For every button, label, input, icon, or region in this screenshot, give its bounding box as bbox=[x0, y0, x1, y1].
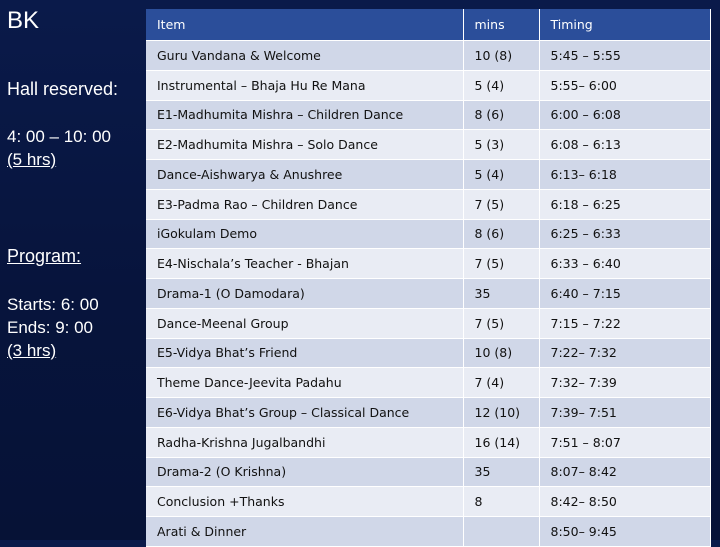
table-row bbox=[146, 70, 710, 100]
row-timing-cell: 6:33 – 6:40 bbox=[539, 249, 710, 279]
row-mins-cell: 7 (5) bbox=[463, 308, 539, 338]
header-mins: mins bbox=[463, 9, 539, 41]
row-mins-cell bbox=[463, 517, 539, 547]
row-item-cell: Drama-1 (O Damodara) bbox=[146, 279, 463, 309]
row-mins-cell: 8 (6) bbox=[463, 100, 539, 130]
program-start: Starts: 6: 00 bbox=[7, 295, 99, 314]
row-timing-cell: 8:50– 9:45 bbox=[539, 517, 710, 547]
row-timing-cell: 7:15 – 7:22 bbox=[539, 308, 710, 338]
table-row bbox=[146, 279, 710, 309]
row-item-cell: E6-Vidya Bhat’s Group – Classical Dance bbox=[146, 398, 463, 428]
table-row bbox=[146, 160, 710, 190]
table-row bbox=[146, 130, 710, 160]
row-mins-cell: 7 (5) bbox=[463, 249, 539, 279]
row-timing-cell: 8:07– 8:42 bbox=[539, 457, 710, 487]
row-mins-cell: 35 bbox=[463, 457, 539, 487]
row-mins-cell: 35 bbox=[463, 279, 539, 309]
row-mins-cell: 5 (4) bbox=[463, 160, 539, 190]
table-row bbox=[146, 398, 710, 428]
row-item-cell: E1-Madhumita Mishra – Children Dance bbox=[146, 100, 463, 130]
table-row bbox=[146, 219, 710, 249]
table-row bbox=[146, 517, 710, 547]
row-item-cell: Guru Vandana & Welcome bbox=[146, 41, 463, 71]
hall-time-range: 4: 00 – 10: 00 bbox=[7, 127, 111, 146]
row-item-cell: Drama-2 (O Krishna) bbox=[146, 457, 463, 487]
header-item: Item bbox=[146, 9, 463, 41]
table-row bbox=[146, 487, 710, 517]
table-row bbox=[146, 189, 710, 219]
row-item-cell: E2-Madhumita Mishra – Solo Dance bbox=[146, 130, 463, 160]
row-item-cell: Arati & Dinner bbox=[146, 517, 463, 547]
row-item-cell: Dance-Aishwarya & Anushree bbox=[146, 160, 463, 190]
hall-reserved-label: Hall reserved: bbox=[7, 79, 119, 99]
row-mins-cell: 5 (4) bbox=[463, 70, 539, 100]
row-item-cell: Conclusion +Thanks bbox=[146, 487, 463, 517]
program-duration: (3 hrs) bbox=[7, 341, 57, 360]
row-timing-cell: 6:00 – 6:08 bbox=[539, 100, 710, 130]
row-item-cell: E3-Padma Rao – Children Dance bbox=[146, 189, 463, 219]
row-item-cell: Instrumental – Bhaja Hu Re Mana bbox=[146, 70, 463, 100]
row-mins-cell: 10 (8) bbox=[463, 41, 539, 71]
table-row bbox=[146, 368, 710, 398]
table-row bbox=[146, 100, 710, 130]
row-item-cell: iGokulam Demo bbox=[146, 219, 463, 249]
row-mins-cell: 8 (6) bbox=[463, 219, 539, 249]
hall-duration: (5 hrs) bbox=[7, 150, 57, 169]
row-timing-cell: 7:39– 7:51 bbox=[539, 398, 710, 428]
org-title: BK bbox=[7, 7, 40, 34]
row-mins-cell: 7 (5) bbox=[463, 189, 539, 219]
table-body bbox=[146, 41, 710, 547]
row-mins-cell: 7 (4) bbox=[463, 368, 539, 398]
row-mins-cell: 8 bbox=[463, 487, 539, 517]
table-row bbox=[146, 427, 710, 457]
row-item-cell: E5-Vidya Bhat’s Friend bbox=[146, 338, 463, 368]
table-row bbox=[146, 457, 710, 487]
table-row bbox=[146, 308, 710, 338]
row-timing-cell: 6:08 – 6:13 bbox=[539, 130, 710, 160]
row-mins-cell: 10 (8) bbox=[463, 338, 539, 368]
program-schedule-table bbox=[146, 9, 711, 547]
row-timing-cell: 8:42– 8:50 bbox=[539, 487, 710, 517]
table-header-row bbox=[146, 9, 710, 41]
program-end: Ends: 9: 00 bbox=[7, 318, 94, 337]
row-timing-cell: 6:13– 6:18 bbox=[539, 160, 710, 190]
table-row bbox=[146, 249, 710, 279]
row-timing-cell: 7:51 – 8:07 bbox=[539, 427, 710, 457]
program-label: Program: bbox=[7, 246, 82, 266]
row-timing-cell: 7:22– 7:32 bbox=[539, 338, 710, 368]
row-item-cell: Radha-Krishna Jugalbandhi bbox=[146, 427, 463, 457]
row-mins-cell: 16 (14) bbox=[463, 427, 539, 457]
row-timing-cell: 5:55– 6:00 bbox=[539, 70, 710, 100]
row-mins-cell: 5 (3) bbox=[463, 130, 539, 160]
row-timing-cell: 6:40 – 7:15 bbox=[539, 279, 710, 309]
table-row bbox=[146, 338, 710, 368]
row-mins-cell: 12 (10) bbox=[463, 398, 539, 428]
row-timing-cell: 6:25 – 6:33 bbox=[539, 219, 710, 249]
table-row bbox=[146, 41, 710, 71]
row-timing-cell: 5:45 – 5:55 bbox=[539, 41, 710, 71]
row-item-cell: E4-Nischala’s Teacher - Bhajan bbox=[146, 249, 463, 279]
row-item-cell: Dance-Meenal Group bbox=[146, 308, 463, 338]
row-timing-cell: 7:32– 7:39 bbox=[539, 368, 710, 398]
row-item-cell: Theme Dance-Jeevita Padahu bbox=[146, 368, 463, 398]
row-timing-cell: 6:18 – 6:25 bbox=[539, 189, 710, 219]
header-timing: Timing bbox=[539, 9, 710, 41]
